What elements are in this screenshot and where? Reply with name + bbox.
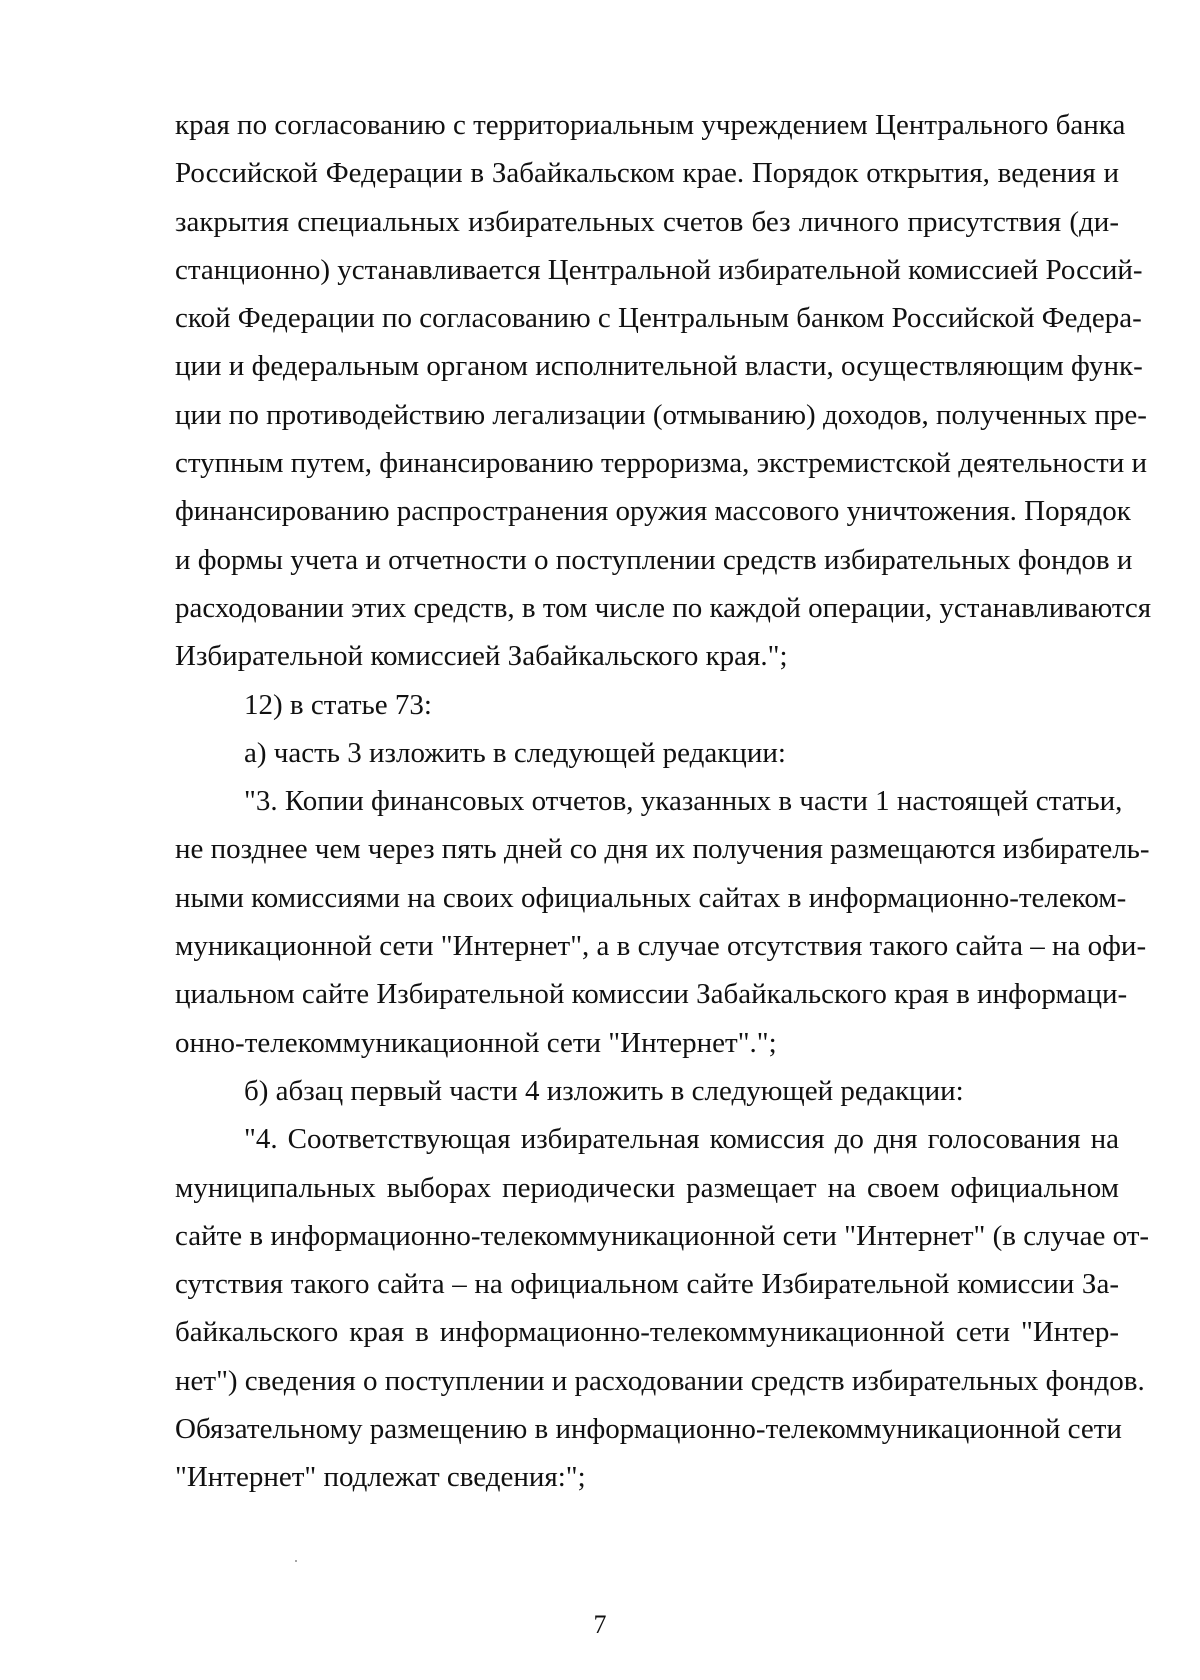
text-line: муникационной сети "Интернет", а в случае отсутствия такого сайта – на офи- <box>175 930 1147 963</box>
document-body <box>175 101 1152 1502</box>
text-line: ции по противодействию легализации (отмыванию) доходов, полученных пре- <box>175 398 1147 431</box>
paragraph-part-4 <box>175 1115 1150 1501</box>
text-line: "Интернет" подлежат сведения:"; <box>175 1461 586 1494</box>
text-line: нет") сведения о поступлении и расходовании средств избирательных фондов. <box>175 1364 1145 1397</box>
text-line: станционно) устанавливается Центральной избирательной комиссией Россий- <box>175 253 1143 286</box>
text-line: сутствия такого сайта – на официальном сайте Избирательной комиссии За- <box>175 1268 1119 1301</box>
text-line: муниципальных выборах периодически размещает на своем официальном <box>175 1171 1119 1204</box>
text-line: Российской Федерации в Забайкальском крае. Порядок открытия, ведения и <box>175 157 1119 190</box>
item-12-heading: 12) в статье 73: <box>244 688 432 721</box>
text-line: ными комиссиями на своих официальных сайтах в информационно-телеком- <box>175 881 1127 914</box>
text-line: "4. Соответствующая избирательная комиссия до дня голосования на <box>244 1123 1119 1156</box>
paragraph-continuation <box>175 101 1152 681</box>
text-line: расходовании этих средств, в том числе по каждой операции, устанавливаются <box>175 591 1152 624</box>
text-line: онно-телекоммуникационной сети "Интернет"."; <box>175 1026 777 1059</box>
text-line: ступным путем, финансированию терроризма, экстремистской деятельности и <box>175 447 1147 480</box>
text-line: "3. Копии финансовых отчетов, указанных в части 1 настоящей статьи, <box>244 785 1123 818</box>
text-line: ции и федеральным органом исполнительной власти, осуществляющим функ- <box>175 350 1143 383</box>
text-line: не позднее чем через пять дней со дня их получения размещаются избиратель- <box>175 833 1150 866</box>
text-line: Избирательной комиссией Забайкальского края."; <box>175 640 788 673</box>
item-a-heading: а) часть 3 изложить в следующей редакции: <box>244 736 786 769</box>
text-line: байкальского края в информационно-телекоммуникационной сети "Интер- <box>175 1316 1119 1349</box>
text-line: сайте в информационно-телекоммуникационной сети "Интернет" (в случае от- <box>175 1219 1150 1252</box>
text-line: ской Федерации по согласованию с Центральным банком Российской Федера- <box>175 302 1142 335</box>
paragraph-part-3 <box>175 777 1150 1067</box>
text-line: края по согласованию с территориальным учреждением Центрального банка <box>175 109 1126 141</box>
text-line: и формы учета и отчетности о поступлении средств избирательных фондов и <box>175 543 1133 576</box>
text-line: закрытия специальных избирательных счетов без личного присутствия (ди- <box>175 205 1119 238</box>
text-line: циальном сайте Избирательной комиссии Забайкальского края в информаци- <box>175 978 1128 1011</box>
item-b-heading: б) абзац первый части 4 изложить в следующей редакции: <box>244 1074 964 1107</box>
page-number: 7 <box>593 1610 607 1639</box>
text-line: финансированию распространения оружия массового уничтожения. Порядок <box>175 495 1131 528</box>
text-line: Обязательному размещению в информационно-телекоммуникационной сети <box>175 1413 1122 1446</box>
scan-speck <box>295 1560 297 1562</box>
